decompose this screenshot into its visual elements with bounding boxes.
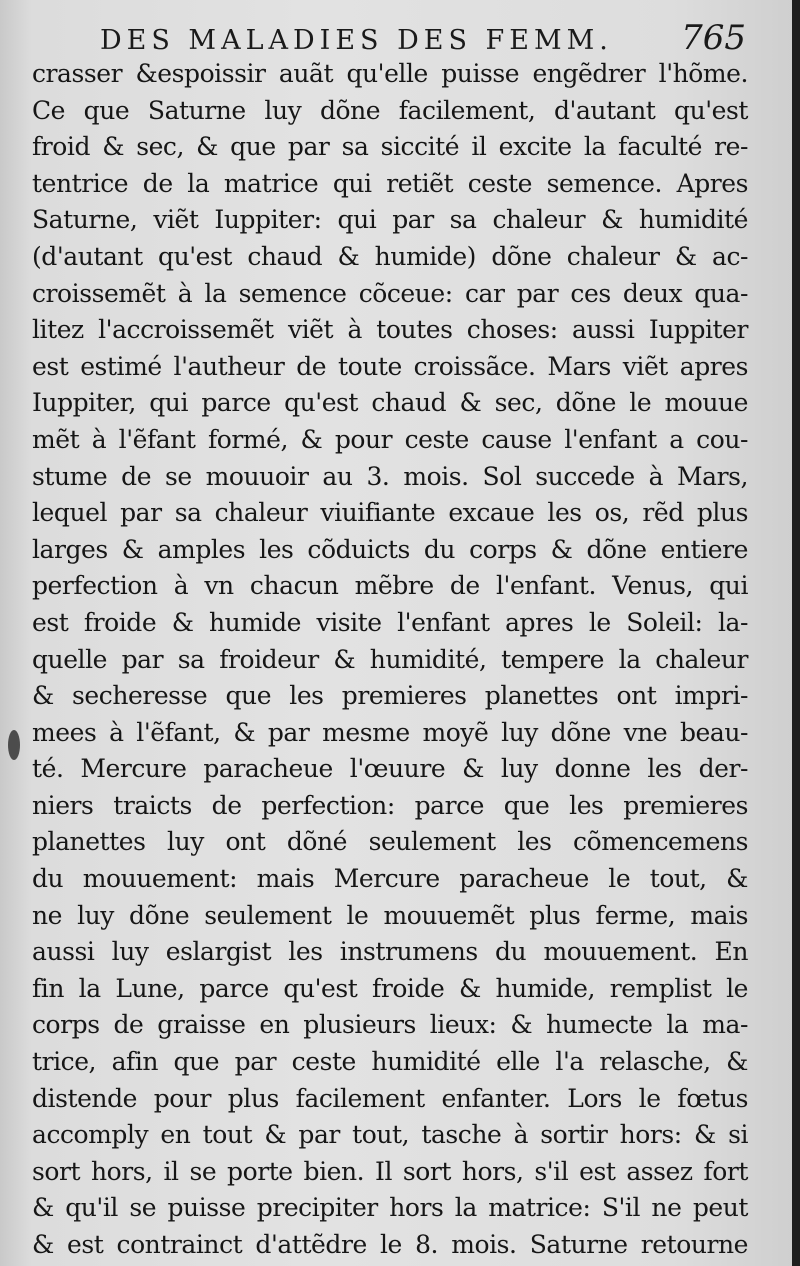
text-line: stume de se mouuoir au 3. mois. Sol succede à Mars, bbox=[32, 461, 748, 491]
text-line: du mouuement: mais Mercure paracheue le tout, & bbox=[32, 864, 748, 894]
text-line: mẽt à l'ẽfant formé, & pour ceste cause l'enfant a cou- bbox=[32, 424, 748, 454]
text-line: Iuppiter, qui parce qu'est chaud & sec, dõne le mouue bbox=[32, 388, 748, 418]
text-line: (d'autant qu'est chaud & humide) dõne chaleur & ac- bbox=[32, 241, 748, 271]
text-line: té. Mercure paracheue l'œuure & luy donne les der- bbox=[32, 754, 748, 784]
text-line: fin la Lune, parce qu'est froide & humide, remplist le bbox=[32, 973, 748, 1003]
text-line: est estimé l'autheur de toute croissãce. Mars viẽt apres bbox=[32, 351, 748, 381]
text-line: mees à l'ẽfant, & par mesme moyẽ luy dõne vne beau- bbox=[32, 717, 748, 747]
text-line: quelle par sa froideur & humidité, tempere la chaleur bbox=[32, 644, 748, 674]
page-edge bbox=[792, 0, 800, 1266]
text-line: froid & sec, & que par sa siccité il excite la faculté re- bbox=[32, 132, 748, 162]
body-text bbox=[32, 56, 748, 1264]
text-line: corps de graisse en plusieurs lieux: & humecte la ma- bbox=[32, 1010, 748, 1040]
text-line: aussi luy eslargist les instrumens du mouuement. En bbox=[32, 937, 748, 967]
text-line: sort hors, il se porte bien. Il sort hors, s'il est assez fort bbox=[32, 1156, 748, 1186]
text-line: croissemẽt à la semence cõceue: car par ces deux qua- bbox=[32, 278, 748, 308]
text-line: ne luy dõne seulement le mouuemẽt plus ferme, mais bbox=[32, 900, 748, 930]
text-line: tentrice de la matrice qui retiẽt ceste semence. Apres bbox=[32, 168, 748, 198]
page-number: 765 bbox=[681, 18, 746, 58]
text-line: est froide & humide visite l'enfant apres le Soleil: la- bbox=[32, 607, 748, 637]
text-line: & est contrainct d'attẽdre le 8. mois. Saturne retourne bbox=[32, 1230, 748, 1259]
running-head bbox=[0, 14, 792, 62]
text-line: planettes luy ont dõné seulement les cõmencemens bbox=[32, 827, 748, 857]
text-line: Ce que Saturne luy dõne facilement, d'autant qu'est bbox=[32, 95, 748, 125]
text-line: & qu'il se puisse precipiter hors la matrice: S'il ne peut bbox=[32, 1193, 748, 1223]
running-title: DES MALADIES DES FEMM. bbox=[100, 25, 613, 56]
text-line: lequel par sa chaleur viuifiante excaue les os, rẽd plus bbox=[32, 498, 748, 528]
text-line: Saturne, viẽt Iuppiter: qui par sa chaleur & humidité bbox=[32, 205, 748, 235]
text-line: trice, afin que par ceste humidité elle l'a relasche, & bbox=[32, 1047, 748, 1077]
text-line: niers traicts de perfection: parce que les premieres bbox=[32, 790, 748, 820]
ink-blot bbox=[8, 730, 20, 760]
text-line: larges & amples les cõduicts du corps & dõne entiere bbox=[32, 534, 748, 564]
text-line: & secheresse que les premieres planettes ont impri- bbox=[32, 681, 748, 711]
text-line: distende pour plus facilement enfanter. Lors le fœtus bbox=[32, 1083, 748, 1113]
text-line: accomply en tout & par tout, tasche à sortir hors: & si bbox=[32, 1120, 748, 1150]
text-line: crasser &espoissir auãt qu'elle puisse engẽdrer l'hõme. bbox=[32, 59, 748, 88]
text-line: litez l'accroissemẽt viẽt à toutes choses: aussi Iuppiter bbox=[32, 315, 748, 345]
text-line: perfection à vn chacun mẽbre de l'enfant. Venus, qui bbox=[32, 571, 748, 601]
